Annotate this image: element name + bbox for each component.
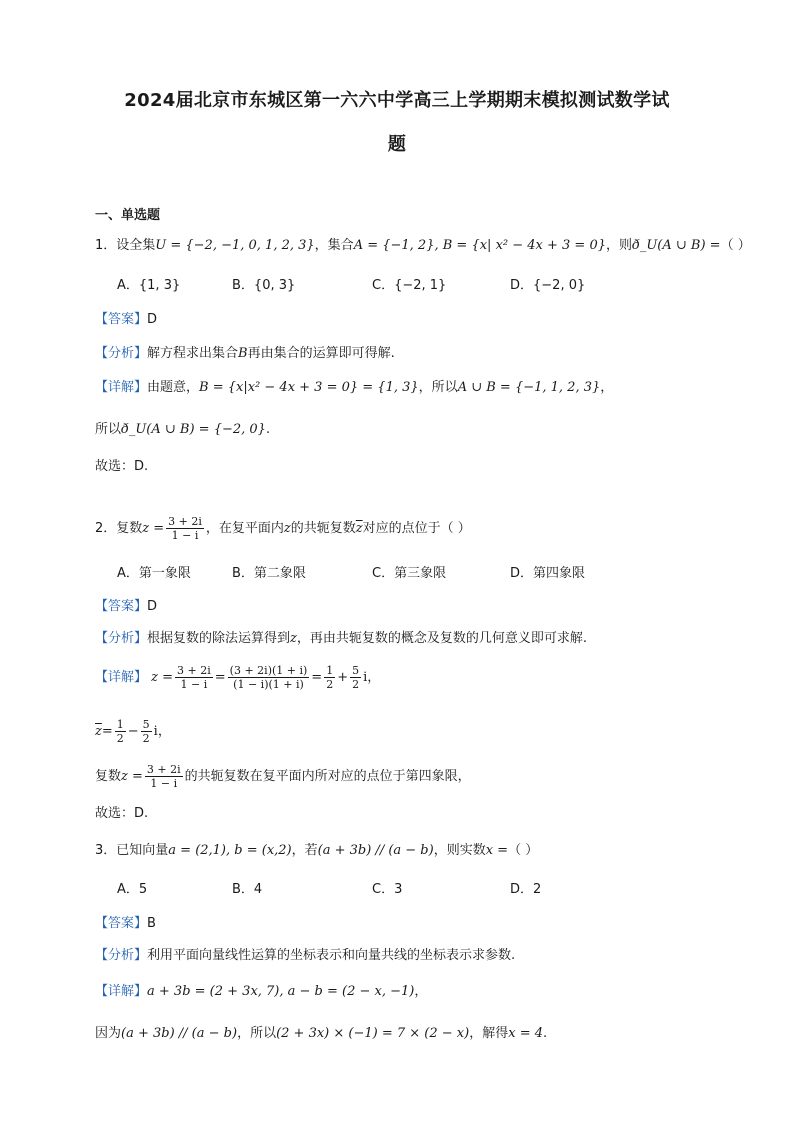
q1-stem-universal-set: U = {−2, −1, 0, 1, 2, 3} [155,238,315,253]
q1-option-b: B．{0, 3} [232,278,296,293]
q1-detail-text-b: ，所以 [418,380,458,395]
q3-option-d: D．2 [510,882,542,897]
answer-label: 【答案】 [95,599,148,614]
q3-answer-value: B [147,916,156,931]
section-heading: 一、单选题 [95,208,161,223]
q3-option-a: A．5 [117,882,148,897]
q1-stem-text-c: ，则 [606,238,633,253]
q3-analysis [95,944,515,963]
q3-line2-text-a: 因为 [95,1026,122,1041]
q2-detail-eq2: = [311,670,323,685]
q3-answer [95,912,156,931]
q2-analysis-text-b: ，再由共轭复数的概念及复数的几何意义即可求解. [296,631,588,646]
q2-conj-frac2-den: 2 [142,732,150,745]
q2-choose: 故选：D. [95,806,149,821]
q3-line2-text-d: . [543,1026,548,1041]
q2-conj-end: ， [157,724,171,739]
q1-stem [95,234,751,253]
q3-analysis-text: 利用平面向量线性运算的坐标表示和向量共线的坐标表示求参数. [147,948,516,963]
answer-label: 【答案】 [95,312,148,327]
detail-label: 【详解】 [95,984,148,999]
q2-detail-frac4 [350,664,361,691]
q1-detail-text-a: 由题意， [147,380,200,395]
q1-stem-blank: （ ） [720,238,751,253]
q1-stem-prefix: 1．设全集 [95,238,156,253]
analysis-label: 【分析】 [95,631,148,646]
q2-detail-end: ， [367,670,381,685]
q1-detail-text-c: ， [600,380,614,395]
q2-detail-frac2-den: (1 − i)(1 + i) [233,678,304,691]
q2-detail-frac3-den: 2 [326,678,334,691]
q3-stem-text-d: （ ） [508,843,539,858]
q2-detail-plus: + [337,670,349,685]
q1-analysis-text-a: 解方程求出集合 [147,346,239,361]
analysis-label: 【分析】 [95,346,148,361]
q1-option-a: A．{1, 3} [117,278,181,293]
q2-stem-frac-num: 3 + 2i [168,515,202,528]
q2-conj-zbar: $\overline{z}$ [95,724,102,739]
q1-answer-value: D [147,312,158,327]
q2-option-c: C．第三象限 [372,566,447,581]
q2-conj-frac1-num: 1 [116,718,124,731]
q1-choose: 故选：D. [95,459,149,474]
q2-conj-frac2-num: 5 [142,718,150,731]
q2-answer [95,595,157,614]
q2-result-text-b: 的共轭复数在复平面内所对应的点位于第四象限， [184,769,471,784]
q3-option-c: C．3 [372,882,403,897]
q2-stem-z: z = [142,521,165,536]
q2-result-text-a: 复数 [95,769,122,784]
q1-detail [95,376,613,395]
q3-line2-result: x = 4 [508,1026,543,1041]
q2-stem-text-d: 对应的点位于（ ） [362,521,471,536]
q2-detail [95,664,380,691]
q2-detail-frac3-num: 1 [326,664,334,677]
detail-label: 【详解】 [95,380,148,395]
q2-option-d: D．第四象限 [510,566,586,581]
q1-stem-text-b: ，集合 [314,238,354,253]
q3-stem-text-b: ，若 [291,843,318,858]
q1-answer [95,308,157,327]
q3-detail [95,980,427,999]
q1-option-c: C．{−2, 1} [372,278,447,293]
doc-title-line2: 题 [387,134,407,155]
q2-option-b: B．第二象限 [232,566,306,581]
q1-line2-expr: ð_U(A ∪ B) = {−2, 0} [121,422,266,437]
q2-analysis-var: z [290,631,297,646]
answer-label: 【答案】 [95,916,148,931]
q2-stem-text-b: ，在复平面内 [205,521,284,536]
q3-stem-condition: (a + 3b) // (a − b) [317,843,434,858]
q2-conj-frac1 [115,718,126,745]
q2-result [95,763,471,790]
q2-detail-frac1-den: 1 − i [180,678,208,691]
q2-stem-var: z [283,521,291,536]
q3-stem-prefix: 3．已知向量 [95,843,169,858]
doc-title-line1: 2024届北京市东城区第一六六中学高三上学期期末模拟测试数学试 [124,90,670,111]
q1-detail-line2 [95,418,270,437]
q2-detail-frac2-num: (3 + 2i)(1 + i) [229,664,308,677]
q1-analysis-var: B [238,346,248,361]
q3-stem-vectors: a = (2,1), b = (x,2) [168,843,292,858]
q2-stem-text-c: 的共轭复数 [290,521,356,536]
q3-stem-text-c: ，则实数 [433,843,486,858]
q1-detail-expr2: A ∪ B = {−1, 1, 2, 3} [457,380,601,395]
q2-result-z: z = [121,769,143,784]
q1-stem-sets: A = {−1, 2}, B = {x| x² − 4x + 3 = 0} [353,238,606,253]
q3-detail-expr: a + 3b = (2 + 3x, 7), a − b = (2 − x, −1) [147,984,415,999]
q2-detail-frac2 [228,664,310,691]
q2-detail-z: z = [151,670,174,685]
q3-detail-end: ， [414,984,428,999]
q1-detail-expr1: B = {x|x² − 4x + 3 = 0} = {1, 3} [199,380,419,395]
q2-conj-i: i [153,724,158,739]
q2-detail-frac1-num: 3 + 2i [177,664,211,677]
q2-option-a: A．第一象限 [117,566,191,581]
q2-detail-eq: = [214,670,226,685]
q1-line2-text-b: . [265,422,271,437]
q2-detail-frac4-num: 5 [352,664,360,677]
q2-conjugate [95,718,171,745]
q2-stem [95,515,471,542]
q2-detail-frac1 [175,664,213,691]
detail-label: 【详解】 [95,670,148,685]
q2-analysis [95,627,587,646]
q2-conj-frac2 [141,718,152,745]
q3-line2-condition: (a + 3b) // (a − b) [121,1026,238,1041]
q3-option-b: B．4 [232,882,263,897]
analysis-label: 【分析】 [95,948,148,963]
q3-line2-text-b: ，所以 [237,1026,277,1041]
q2-detail-frac4-den: 2 [352,678,360,691]
q1-option-d: D．{−2, 0} [510,278,586,293]
q2-conj-eq: = [101,724,113,739]
q2-result-frac [145,763,183,790]
q2-stem-zbar: $\overline{z}$ [355,521,363,536]
q2-stem-prefix: 2．复数 [95,521,143,536]
q2-detail-frac3 [324,664,335,691]
q2-conj-frac1-den: 2 [116,732,124,745]
q2-result-frac-den: 1 − i [150,777,178,790]
q3-stem [95,839,538,858]
q1-stem-complement: ð_U(A ∪ B) = [632,238,721,253]
q2-analysis-text-a: 根据复数的除法运算得到 [147,631,291,646]
q2-result-frac-num: 3 + 2i [146,763,181,776]
q3-line2-text-c: ，解得 [469,1026,509,1041]
q3-detail-line2 [95,1022,547,1041]
q1-line2-text-a: 所以 [95,422,122,437]
q1-analysis-text-b: 再由集合的运算即可得解. [247,346,395,361]
q3-line2-equation: (2 + 3x) × (−1) = 7 × (2 − x) [276,1026,470,1041]
q2-answer-value: D [147,599,158,614]
q2-stem-fraction [166,515,204,542]
q2-stem-frac-den: 1 − i [171,529,199,542]
q2-conj-minus: − [127,724,139,739]
q2-detail-i: i [363,670,368,685]
q1-analysis [95,342,395,361]
q3-stem-x: x = [485,843,509,858]
